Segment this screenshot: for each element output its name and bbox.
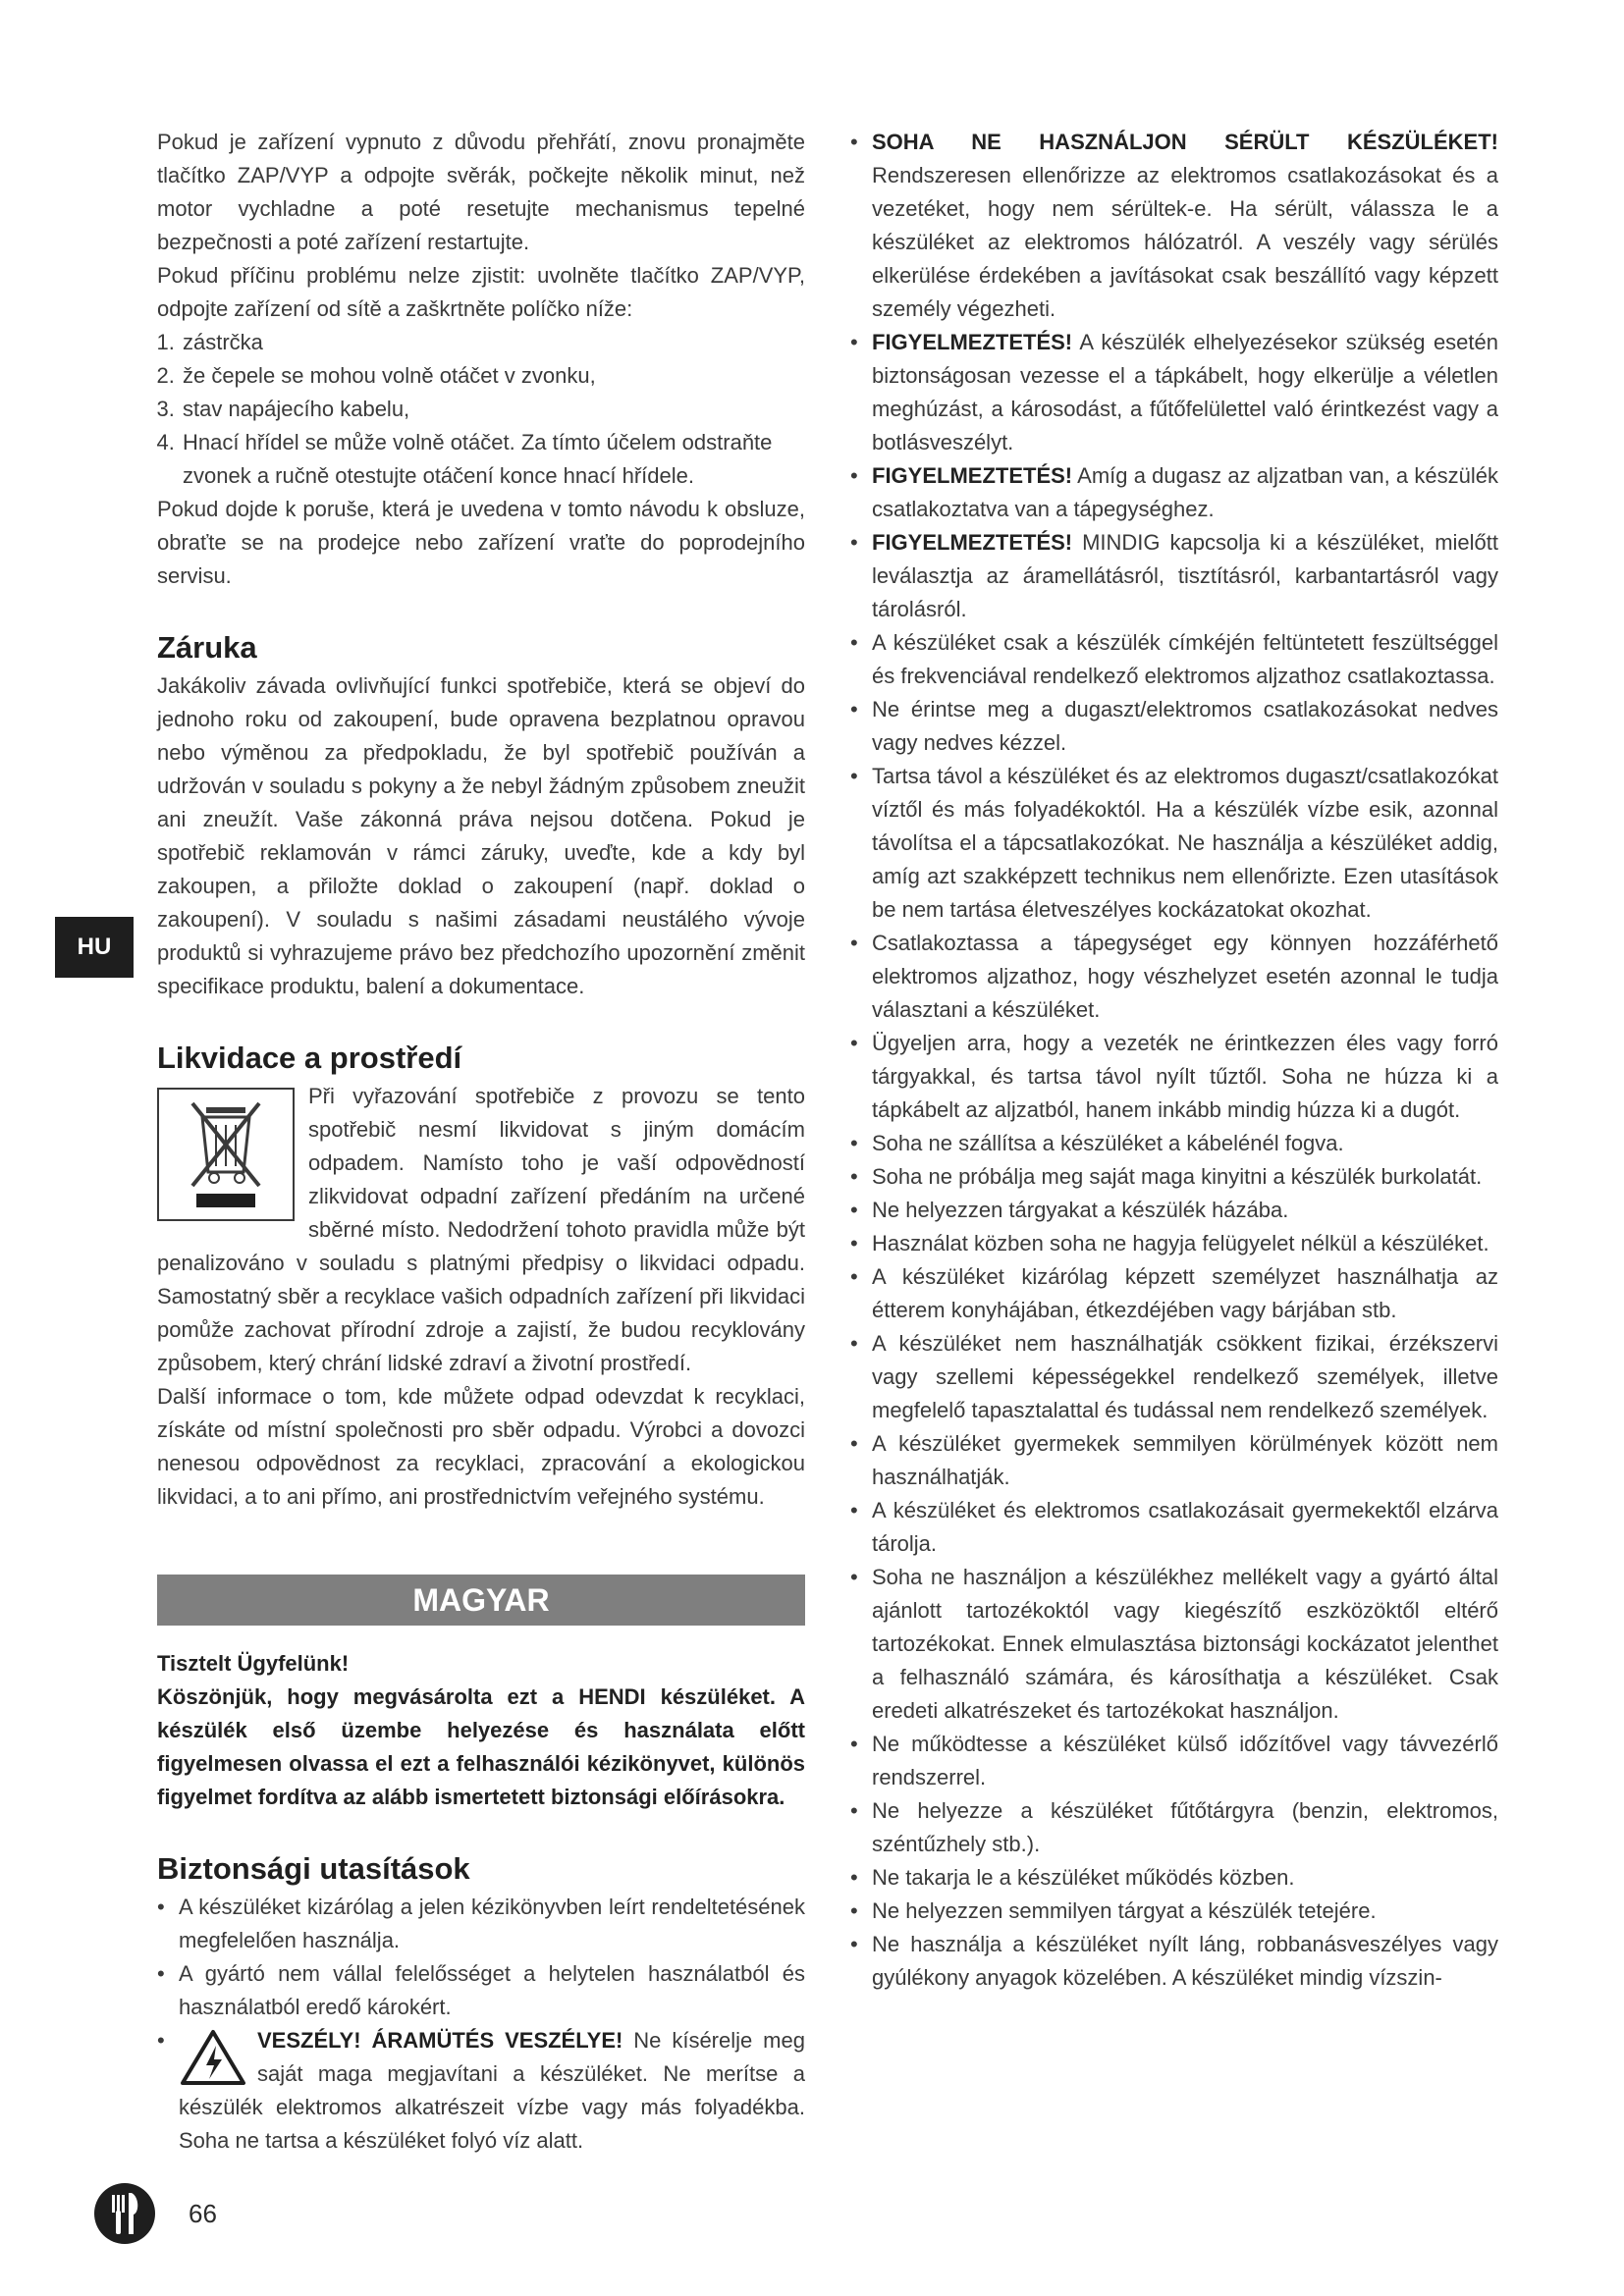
safety-item: • Ne takarja le a készüléket működés közben. [850, 1861, 1498, 1895]
checklist [157, 326, 805, 493]
right-column [850, 126, 1498, 1995]
safety-item: • A készüléket kizárólag a jelen kézikönyvben leírt rendeltetésének megfelelően használja. [157, 1891, 805, 1957]
safety-list-continued [850, 126, 1498, 1995]
safety-heading: Biztonsági utasítások [157, 1851, 470, 1886]
intro-greeting: Tisztelt Ügyfelünk! [157, 1651, 350, 1676]
danger-label: VESZÉLY! ÁRAMÜTÉS VESZÉLYE! [257, 2028, 623, 2053]
safety-item: • Ügyeljen arra, hogy a vezeték ne érintkezzen éles vagy forró tárgyakkal, és tartsa távol nyílt tűztől. Soha ne húzza ki a tápkábelt az aljzatból, hanem inkább mindig húzza ki a dugót. [850, 1027, 1498, 1127]
safety-section [157, 1849, 805, 2158]
safety-list [157, 1891, 805, 2158]
safety-item: • Ne helyezzen tárgyakat a készülék házába. [850, 1194, 1498, 1227]
disposal-section [157, 1039, 805, 1514]
safety-item: • Tartsa távol a készüléket és az elektromos dugaszt/csatlakozókat víztől és más folyadékoktól. Ha a készülék vízbe esik, azonnal távolítsa el a tápcsatlakozókat. Ne használja a készüléket addig, amíg azt szakképzett technikus nem ellenőrizte. Ezen utasítások be nem tartása életveszélyes kockázatokat okozhat. [850, 760, 1498, 927]
service-paragraph: Pokud dojde k poruše, která je uvedena v tomto návodu k obsluze, obraťte se na prodejce nebo zařízení vraťte do poprodejního servisu. [157, 497, 805, 588]
safety-item: • A készüléket nem használhatják csökkent fizikai, érzékszervi vagy szellemi képességekkel rendelkező személyek, illetve megfelelő tapasztalattal és tudással nem rendelkező személyek. [850, 1327, 1498, 1427]
danger-text: Ne kísérelje meg saját maga megjavítani a készüléket. Ne merítse a készülék elektromos alkatrészeit vízbe vagy más folyadékba. Soha ne tartsa a készüléket folyó víz alatt. [179, 2028, 805, 2153]
checklist-item: 4. Hnací hřídel se může volně otáčet. Za tímto účelem odstraňte zvonek a ručně otestujte otáčení konce hnací hřídele. [181, 426, 805, 493]
weee-bin-icon [157, 1088, 295, 1221]
safety-item: • A készüléket kizárólag képzett személyzet használhatja az étterem konyhájában, étkezdéjében vagy bárjában stb. [850, 1260, 1498, 1327]
electric-shock-warning-icon [179, 2028, 247, 2087]
checklist-item: 3. stav napájecího kabelu, [181, 393, 805, 426]
disposal-body [157, 1080, 805, 1514]
safety-danger-item [157, 2024, 805, 2158]
cutlery-logo-icon [94, 2183, 155, 2244]
troubleshoot-paragraph: Pokud příčinu problému nelze zjistit: uvolněte tlačítko ZAP/VYP, odpojte zařízení od sítě a zaškrtněte políčko níže: [157, 263, 805, 321]
safety-item: • A készüléket gyermekek semmilyen körülmények között nem használhatják. [850, 1427, 1498, 1494]
overheat-paragraph: Pokud je zařízení vypnuto z důvodu přehřátí, znovu pronajměte tlačítko ZAP/VYP a odpojte svěrák, počkejte několik minut, než motor vychladne a poté resetujte mechanismus tepelné bezpečnosti a poté zařízení restartujte. [157, 130, 805, 254]
language-side-tab: HU [55, 917, 134, 978]
checklist-item: 2. že čepele se mohou volně otáčet v zvonku, [181, 359, 805, 393]
warranty-section [157, 628, 805, 1003]
safety-item: • Soha ne próbálja meg saját maga kinyitni a készülék burkolatát. [850, 1160, 1498, 1194]
safety-item: • SOHA NE HASZNÁLJON SÉRÜLT KÉSZÜLÉKET! Rendszeresen ellenőrizze az elektromos csatlakozásokat és a vezetéket, hogy nem sérültek-e. Ha sérült, válassza le a készüléket az elektromos hálózatról. A veszély vagy sérülés elkerülése érdekében a javításokat csak beszállító vagy képzett személy végezheti. [850, 126, 1498, 326]
left-column [157, 126, 805, 2158]
safety-item: • Soha ne szállítsa a készüléket a kábelénél fogva. [850, 1127, 1498, 1160]
page-number: 66 [189, 2199, 217, 2228]
safety-item: • A készüléket csak a készülék címkéjén feltüntetett feszültséggel és frekvenciával rendelkező elektromos aljzathoz csatlakoztassa. [850, 626, 1498, 693]
disposal-text-2: Další informace o tom, kde můžete odpad odevzdat k recyklaci, získáte od místní společnosti pro sběr odpadu. Výrobci a dovozci nenesou odpovědnost za recyklaci, zpracování a ekologickou likvidaci, a to ani přímo, ani prostřednictvím veřejného systému. [157, 1384, 805, 1509]
safety-item: • Ne érintse meg a dugaszt/elektromos csatlakozásokat nedves vagy nedves kézzel. [850, 693, 1498, 760]
safety-item: • A gyártó nem vállal felelősséget a helytelen használatból és használatból eredő károkért. [157, 1957, 805, 2024]
intro-text: Köszönjük, hogy megvásárolta ezt a HENDI készüléket. A készülék első üzembe helyezése és használata előtt figyelmesen olvassa el ezt a felhasználói kézikönyvet, különös figyelmet fordítva az alább ismertetett biztonsági előírásokra. [157, 1684, 805, 1809]
safety-item: • Csatlakoztassa a tápegységet egy könnyen hozzáférhető elektromos aljzathoz, hogy vészhelyzet esetén azonnal le tudja választani a készüléket. [850, 927, 1498, 1027]
warranty-text: Jakákoliv závada ovlivňující funkci spotřebiče, která se objeví do jednoho roku od zakoupení, bude opravena bezplatnou opravou nebo výměnou za předpokladu, že byl spotřebič používán a udržován v souladu s pokyny a že nebyl žádným způsobem zneužit ani zneužít. Vaše zákonná práva nejsou dotčena. Pokud je spotřebič reklamován v rámci záruky, uveďte, kde a kdy byl zakoupen, a přiložte doklad o zakoupení (např. doklad o zakoupení). V souladu s našimi zásadami neustálého vývoje produktů si vyhrazujeme právo bez předchozího upozornění změnit specifikace produktu, balení a dokumentace. [157, 673, 805, 998]
safety-item: • Soha ne használjon a készülékhez mellékelt vagy a gyártó által ajánlott tartozékoktól vagy kiegészítő eszközöktől eltérő tartozékokat. Ennek elmulasztása biztonsági kockázatot jelenthet a felhasználó számára, és károsíthatja a készüléket. Csak eredeti alkatrészeket és tartozékokat használjon. [850, 1561, 1498, 1728]
safety-item: • FIGYELMEZTETÉS! Amíg a dugasz az aljzatban van, a készülék csatlakoztatva van a tápegységhez. [850, 459, 1498, 526]
checklist-item: 1. zástrčka [181, 326, 805, 359]
disposal-text-1: Při vyřazování spotřebiče z provozu se tento spotřebič nesmí likvidovat s jiným domácím odpadem. Namísto toho je vaší odpovědností zlikvidovat odpadní zařízení předáním na určené sběrné místo. Nedodržení tohoto pravidla může být penalizováno v souladu s platnými předpisy o likvidaci odpadu. Samostatný sběr a recyklace vašich odpadních zařízení při likvidaci pomůže zachovat přírodní zdroje a zajistí, že budou recyklovány způsobem, který chrání lidské zdraví a životní prostředí. [157, 1084, 805, 1375]
language-banner: MAGYAR [157, 1575, 805, 1626]
intro-block [157, 1647, 805, 1814]
safety-item: • FIGYELMEZTETÉS! A készülék elhelyezésekor szükség esetén biztonságosan vezesse el a tápkábelt, hogy elkerülje a véletlen meghúzást, a károsodást, a fűtőfelülettel való érintkezést vagy a botlásveszélyt. [850, 326, 1498, 459]
safety-item: • Ne használja a készüléket nyílt láng, robbanásveszélyes vagy gyúlékony anyagok közelében. A készüléket mindig vízszin- [850, 1928, 1498, 1995]
warranty-heading: Záruka [157, 630, 257, 665]
safety-item: • FIGYELMEZTETÉS! MINDIG kapcsolja ki a készüléket, mielőtt leválasztja az áramellátásról, tisztításról, karbantartásról vagy tárolásról. [850, 526, 1498, 626]
safety-item: • A készüléket és elektromos csatlakozásait gyermekektől elzárva tárolja. [850, 1494, 1498, 1561]
disposal-heading: Likvidace a prostředí [157, 1041, 462, 1075]
safety-item: • Ne helyezzen semmilyen tárgyat a készülék tetejére. [850, 1895, 1498, 1928]
safety-item: • Ne működtesse a készüléket külső időzítővel vagy távvezérlő rendszerrel. [850, 1728, 1498, 1794]
safety-item: • Ne helyezze a készüléket fűtőtárgyra (benzin, elektromos, széntűzhely stb.). [850, 1794, 1498, 1861]
safety-item: • Használat közben soha ne hagyja felügyelet nélkül a készüléket. [850, 1227, 1498, 1260]
